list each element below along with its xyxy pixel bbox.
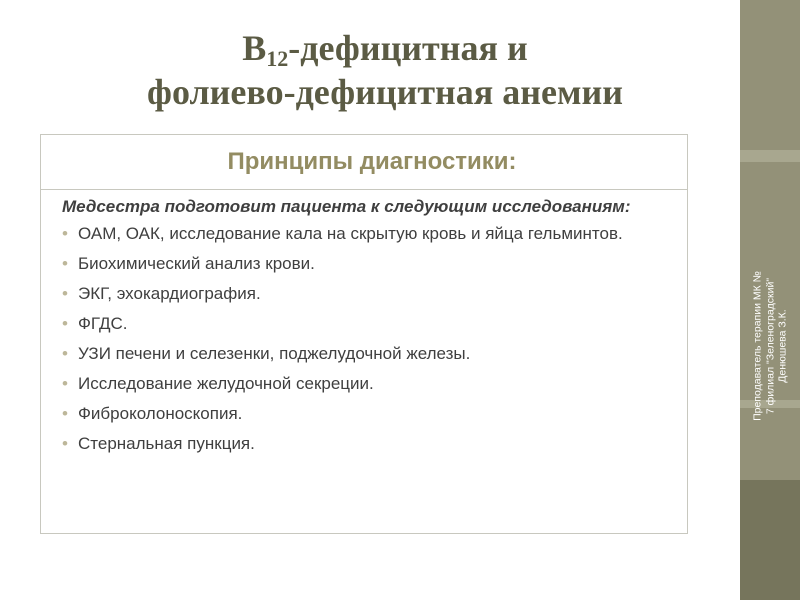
- list-item-text: ОАМ, ОАК, исследование кала на скрытую кровь и яйца гельминтов.: [78, 224, 623, 243]
- bullet-icon: •: [62, 344, 68, 363]
- credit-line: 7 филиал "Зеленоградский": [763, 277, 776, 415]
- bullet-icon: •: [62, 284, 68, 303]
- credit-line: Преподаватель терапии МК №: [751, 271, 764, 421]
- list-item: [62, 403, 669, 424]
- box-header: Принципы диагностики:: [41, 135, 687, 190]
- list-item-text: ЭКГ, эхокардиография.: [78, 284, 261, 303]
- title-line-1-rest: -дефицитная и: [288, 28, 528, 68]
- bullet-icon: •: [62, 224, 68, 243]
- list-item: [62, 373, 669, 394]
- list-item-text: Фиброколоноскопия.: [78, 404, 243, 423]
- bullet-icon: •: [62, 404, 68, 423]
- bullet-icon: •: [62, 254, 68, 273]
- bullet-icon: •: [62, 314, 68, 333]
- list-item-text: Стернальная пункция.: [78, 434, 255, 453]
- credit-line: Денюшева З.К.: [776, 309, 789, 383]
- content-box: [40, 134, 688, 534]
- sidebar-band: [740, 480, 800, 600]
- intro-text: Медсестра подготовит пациента к следующим исследованиям:: [62, 197, 631, 216]
- author-credit: [727, 271, 800, 421]
- list-item-text: Исследование желудочной секреции.: [78, 374, 374, 393]
- title-line-1: [40, 26, 730, 70]
- list-item: [62, 343, 669, 364]
- title-prefix: B: [242, 28, 267, 68]
- list-item: [62, 253, 669, 274]
- bullet-icon: •: [62, 434, 68, 453]
- bullet-icon: •: [62, 374, 68, 393]
- diagnostics-list: [62, 223, 669, 454]
- slide-title: [40, 26, 730, 114]
- list-item-text: УЗИ печени и селезенки, поджелудочной железы.: [78, 344, 471, 363]
- sidebar-stripe: [740, 150, 800, 162]
- list-item: [62, 223, 669, 244]
- list-item: [62, 283, 669, 304]
- box-body: [41, 190, 687, 454]
- title-subscript: 12: [266, 46, 289, 71]
- list-item: [62, 433, 669, 454]
- list-item-text: Биохимический анализ крови.: [78, 254, 315, 273]
- list-item: [62, 313, 669, 334]
- list-item-text: ФГДС.: [78, 314, 128, 333]
- title-line-2: фолиево-дефицитная анемии: [147, 72, 623, 112]
